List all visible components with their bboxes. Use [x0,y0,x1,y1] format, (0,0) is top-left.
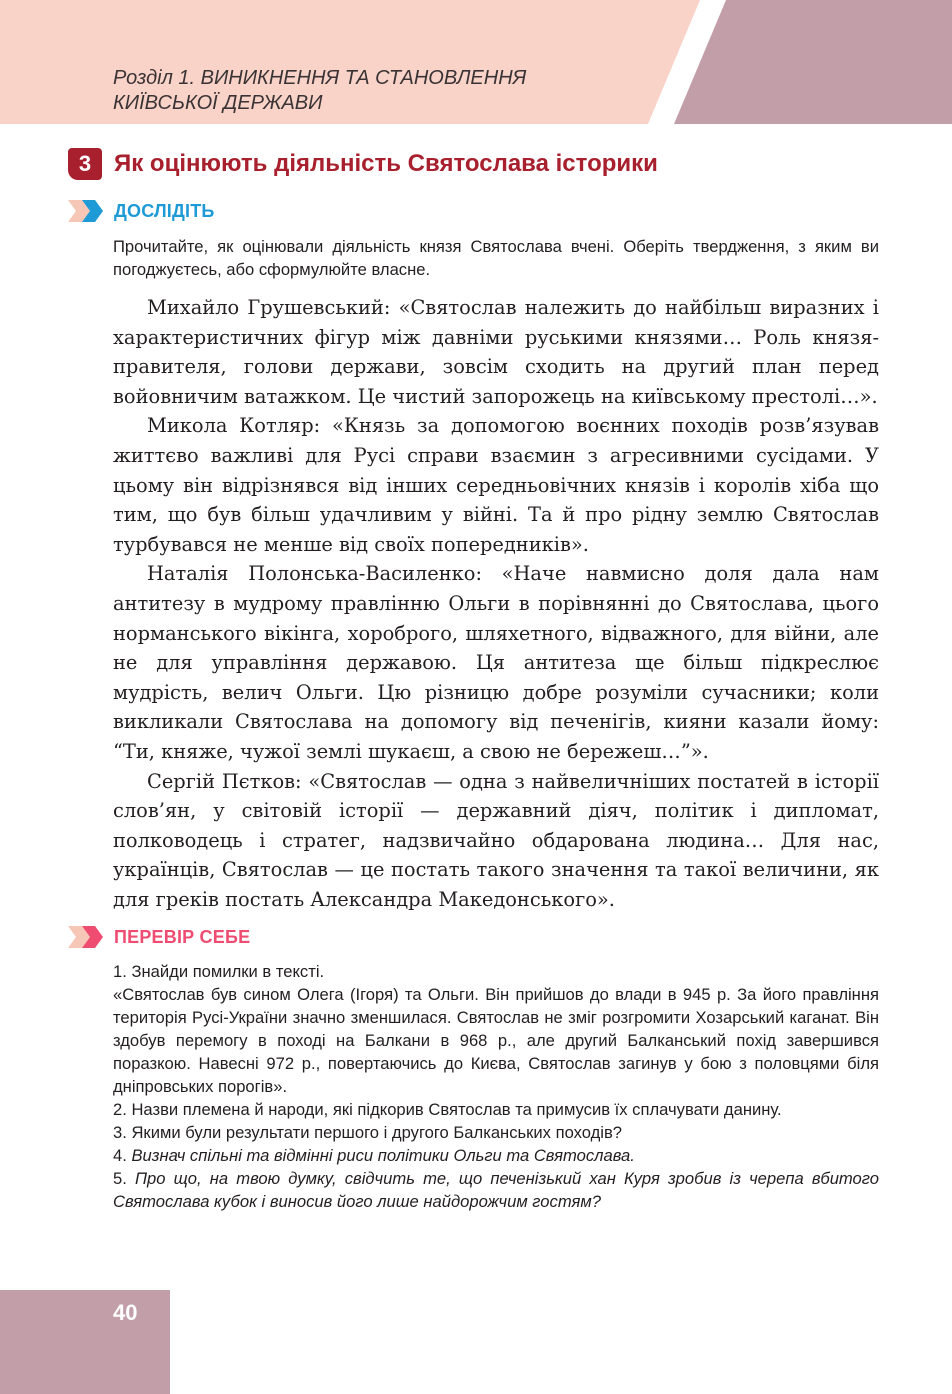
task-4-number: 4. [113,1146,132,1165]
chapter-header-line1: Розділ 1. ВИНИКНЕННЯ ТА СТАНОВЛЕННЯ [113,67,527,89]
task-5 [113,1167,879,1213]
task-3: 3. Якими були результати першого і другого Балканських походів? [113,1123,622,1142]
check-label-text: ПЕРЕВІР СЕБЕ [114,926,251,947]
double-chevron-icon [68,926,104,948]
page-number: 40 [113,1300,138,1325]
quote-petkov: Сергій Пєтков: «Святослав — одна з найвеличніших постатей в історії слов’ян, у світовій історії — державний діяч, політик і дипломат, полководець і стратег, надзвичайно обдарована людина… Для нас, українців, Святослав — це постать такого значення та такої величини, як для греків постать Александра Македонського». [113,769,879,911]
historian-quotes [113,293,879,914]
double-chevron-icon [68,200,104,222]
task-1-text: «Святослав був сином Олега (Ігоря) та Ольги. Він прийшов до влади в 945 р. За його правління територія Русі-України значно зменшилася. Святослав не зміг розгромити Хозарський каганат. Він здобув перемогу в поході на Балкани в 968 р., але другий Балканський похід завершився поразкою. Навесні 972 р., повертаючись до Києва, Святослав загинув у бою з половцями біля дніпровських порогів». [113,985,879,1096]
task-4-text: Визнач спільні та відмінні риси політики Ольги та Святослава. [131,1146,635,1165]
task-5-number: 5. [113,1169,136,1188]
task-list [113,960,879,1213]
section-title: Як оцінюють діяльність Святослава історики [114,150,658,177]
task-4 [113,1144,879,1167]
section-number-badge: 3 [68,148,102,180]
task-1-title: 1. Знайди помилки в тексті. [113,962,325,981]
task-5-text: Про що, на твою думку, свідчить те, що печенізький хан Куря зробив із черепа вбитого Святослава кубок і виносив його лише найдорожчим гостям? [113,1169,880,1211]
quote-kotliar: Микола Котляр: «Князь за допомогою воєнних походів розв’язував життєво важливі для Русі справи взаємин з агресивними сусідами. У цьому він відрізнявся від інших середньовічних князів і королів хіба що тим, що був більш удачливим у війні. Та й про рідну землю Святослав турбувався не менше від своїх попередників». [113,414,879,556]
quote-polonska-vasylenko: Наталія Полонська-Василенко: «Наче навмисно доля дала нам антитезу в мудрому правлінню Ольги в порівнянні до Святослава, цього норманського вікінга, хороброго, шляхетного, відважного, для війни, але не для управління державою. Ця антитеза ще більш підкреслює мудрість, велич Ольги. Цю різницю добре розуміли сучасники; коли викликали Святослава на допомогу від печенігів, кияни казали йому: “Ти, княже, чужої землі шукаєш, а свою не бережеш…”». [113,562,879,763]
task-2: 2. Назви племена й народи, які підкорив Святослав та примусив їх сплачувати данину. [113,1100,782,1119]
chapter-header-line2: КИЇВСЬКОЇ ДЕРЖАВИ [113,92,323,114]
chapter-header [113,66,526,116]
explore-label-text: ДОСЛІДІТЬ [114,200,215,221]
explore-label [68,200,215,222]
check-yourself-label [68,926,250,948]
section-heading [68,148,658,180]
quote-hrushevsky: Михайло Грушевський: «Святослав належить до найбільш виразних і характеристичних фігур між давніми руськими князями… Роль князя-правителя, голови держави, зовсім сходить на другий план перед войовничим ватажком. Це чистий запорожець на київському престолі…». [113,296,879,408]
explore-instructions: Прочитайте, як оцінювали діяльність князя Святослава вчені. Оберіть твердження, з яким ви погоджуєтесь, або сформулюйте власне. [113,237,879,279]
page-number-box [0,1290,170,1394]
